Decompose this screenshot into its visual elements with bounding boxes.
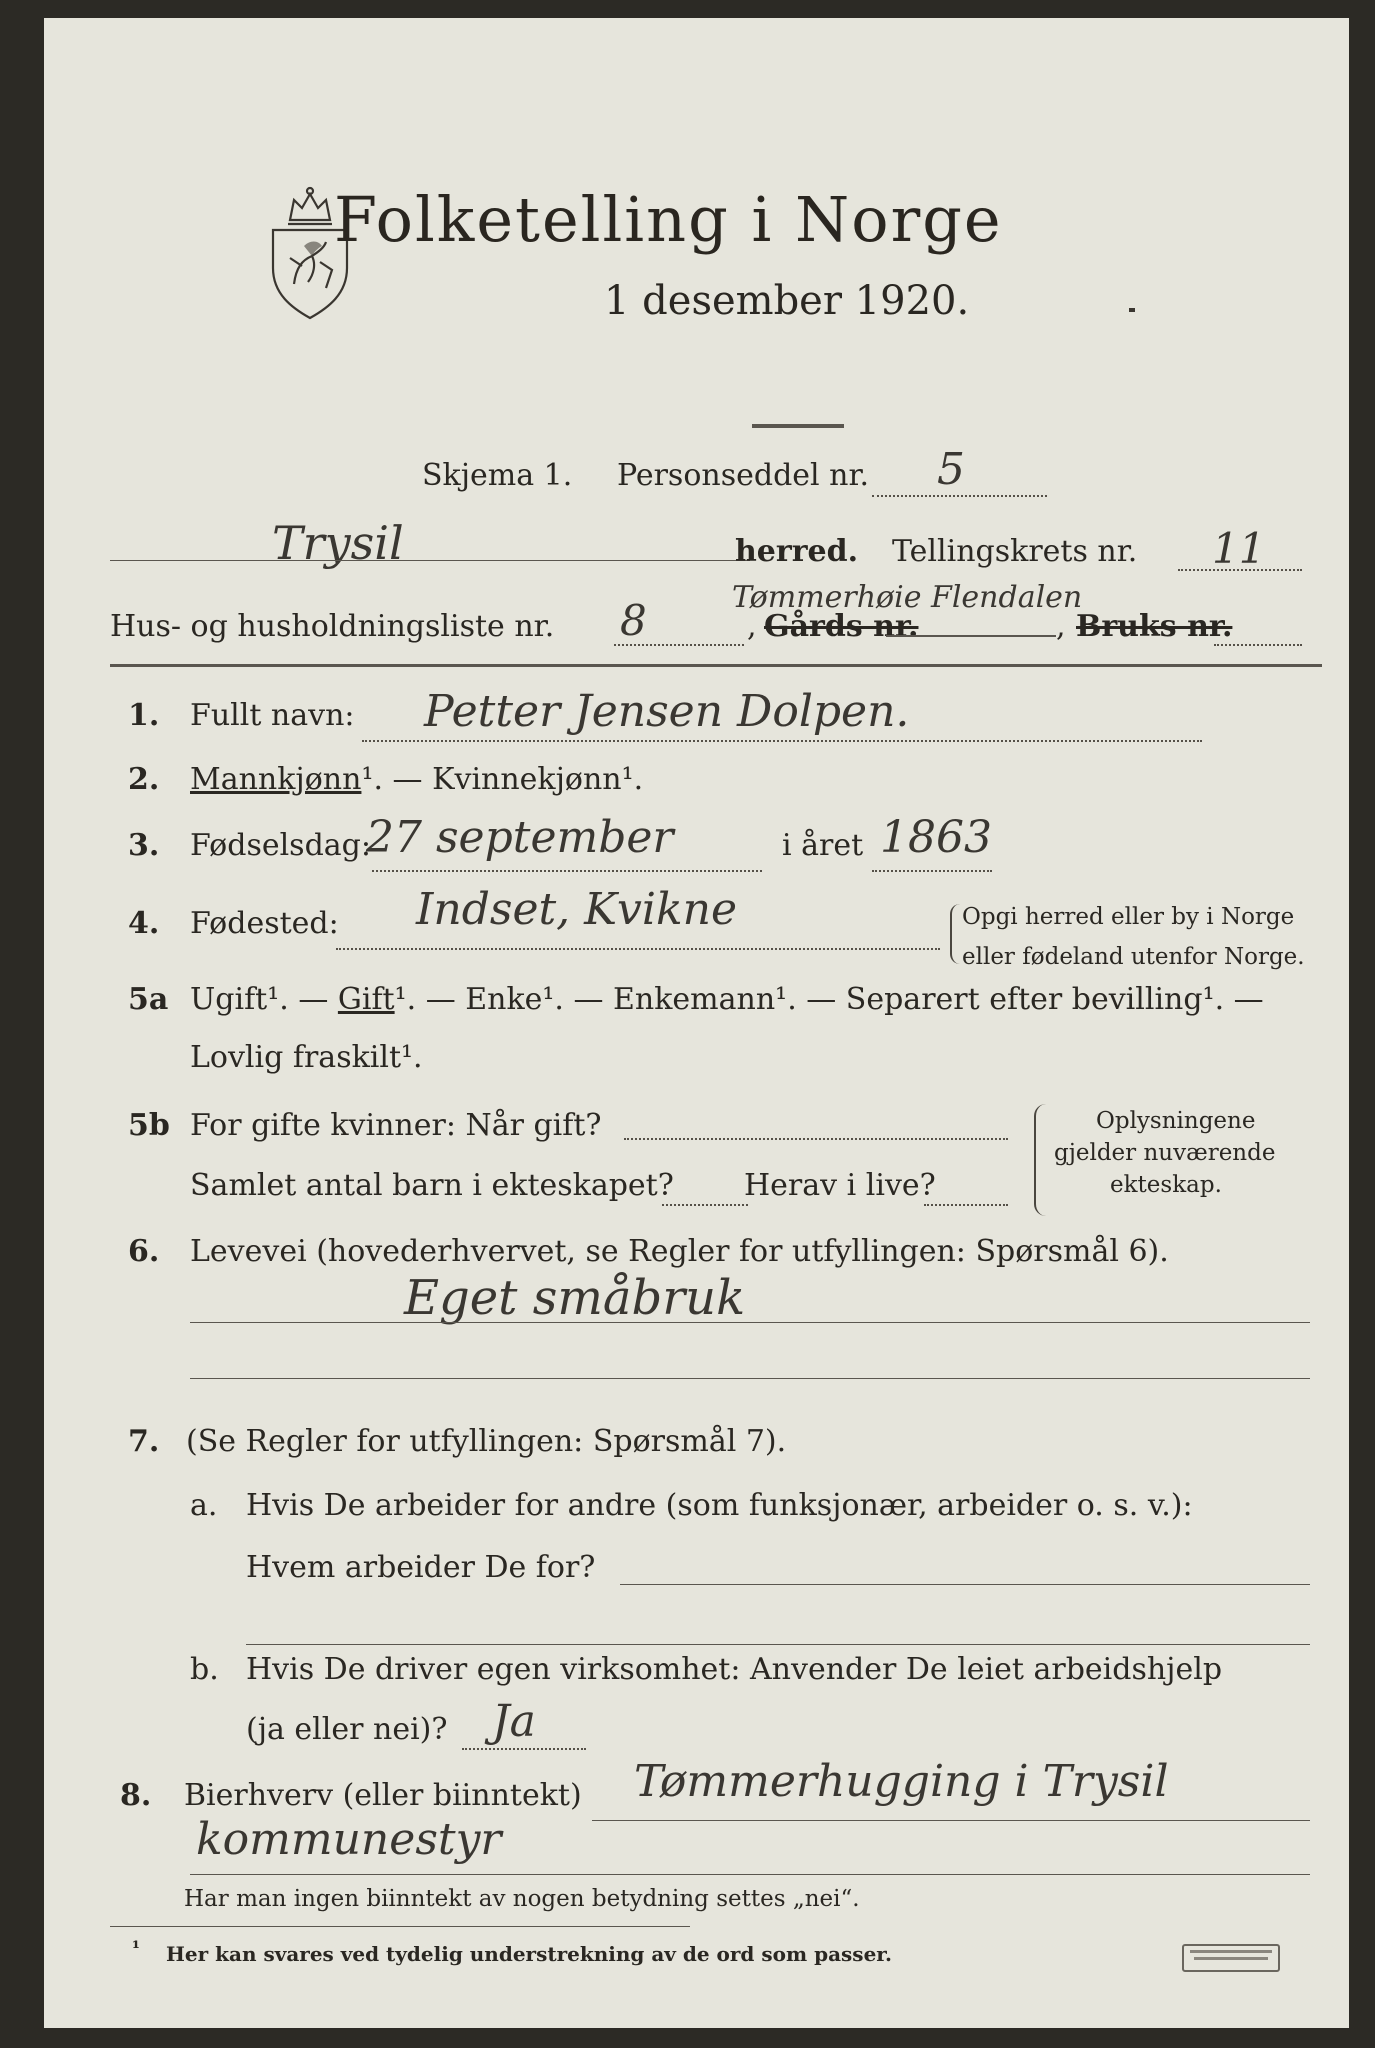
q7b-label2: (ja eller nei)? (246, 1712, 448, 1747)
q4-note-2: eller fødeland utenfor Norge. (962, 944, 1305, 970)
q2-number: 2. (128, 762, 160, 797)
census-date: 1 desember 1920. (604, 278, 970, 324)
q5a-line2: Lovlig fraskilt¹. (190, 1040, 423, 1075)
census-form (44, 18, 1349, 2028)
q3-value: 27 september (366, 812, 674, 863)
q3-year-line (872, 870, 992, 872)
q2-separator: ¹. — (361, 762, 433, 797)
q7b-letter: b. (190, 1652, 219, 1687)
q5b-note-2: gjelder nuværende (1054, 1140, 1276, 1166)
hus-line (614, 644, 744, 646)
q4-note-brace (950, 904, 960, 964)
q8-label: Bierhverv (eller biinntekt) (184, 1778, 582, 1813)
q5a-gift: Gift (337, 982, 395, 1017)
q7a-label: Hvis De arbeider for andre (som funksjonær, arbeider o. s. v.): (246, 1488, 1193, 1523)
tellingskrets-value: 11 (1212, 524, 1266, 573)
form-title: Folketelling i Norge (334, 183, 1003, 256)
printer-stamp (1182, 1944, 1280, 1972)
q7b-label: Hvis De driver egen virksomhet: Anvender De leiet arbeidshjelp (246, 1652, 1223, 1687)
q7-number: 7. (128, 1424, 160, 1459)
q4-label: Fødested: (190, 906, 339, 941)
q1-line (362, 740, 1202, 742)
q6-label: Levevei (hovederhvervet, se Regler for utfyllingen: Spørsmål 6). (190, 1234, 1169, 1269)
q3-line (372, 870, 762, 872)
comma-1: , (747, 609, 757, 644)
q2-female: Kvinnekjønn¹. (432, 762, 644, 797)
bruks-label: Bruks nr. (1076, 609, 1233, 644)
hus-label: Hus- og husholdningsliste nr. (110, 609, 555, 644)
q7a-letter: a. (190, 1488, 218, 1523)
footnote-mark: ¹ (132, 1938, 140, 1959)
q3-year-label: i året (782, 828, 864, 863)
q3-number: 3. (128, 828, 160, 863)
q6-value: Eget småbruk (404, 1270, 746, 1326)
gards-strike-line (886, 635, 1056, 637)
title-divider (752, 424, 844, 428)
q5a-rest: ¹. — Enke¹. — Enkemann¹. — Separert efter bevilling¹. — (394, 982, 1264, 1017)
q5b-note-3: ekteskap. (1110, 1172, 1222, 1198)
q1-number: 1. (128, 698, 160, 733)
q4-number: 4. (128, 906, 160, 941)
herred-label: herred. (735, 534, 859, 569)
q6-line-1 (190, 1322, 1310, 1323)
q7a-label2: Hvem arbeider De for? (246, 1550, 596, 1585)
q5b-alive: Herav i live? (744, 1168, 936, 1203)
q7a-line-2 (246, 1644, 1310, 1645)
hus-value: 8 (620, 596, 647, 645)
personseddel-label: Personseddel nr. (617, 458, 870, 493)
q5a-ugift: Ugift¹. — (190, 982, 338, 1017)
q5b-children-line (662, 1204, 748, 1206)
q1-value: Petter Jensen Dolpen. (424, 686, 910, 737)
q5b-note-1: Oplysningene (1096, 1108, 1256, 1134)
comma-2: , (1056, 609, 1066, 644)
q4-line (336, 948, 940, 950)
personseddel-line (872, 495, 1047, 497)
bruks-line (1214, 644, 1302, 646)
q6-number: 6. (128, 1234, 160, 1269)
q3-label: Fødselsdag: (190, 828, 371, 863)
q8-number: 8. (120, 1778, 152, 1813)
q5b-married-line (624, 1138, 1008, 1140)
q4-note-1: Opgi herred eller by i Norge (962, 904, 1295, 930)
q5b-children: Samlet antal barn i ekteskapet? (190, 1168, 674, 1203)
q5a-options (190, 982, 1264, 1017)
section-divider (110, 664, 1322, 667)
gards-value: Tømmerhøie Flendalen (732, 580, 1083, 615)
q8-value-2: kommunestyr (196, 1814, 502, 1865)
schema-label: Skjema 1. (422, 458, 573, 493)
herred-line (110, 560, 750, 561)
q5b-number: 5b (128, 1108, 170, 1143)
q6-line-2 (190, 1378, 1310, 1379)
q8-line-1 (592, 1820, 1310, 1821)
personseddel-value: 5 (937, 444, 965, 495)
q5b-note-brace (1034, 1104, 1046, 1216)
q5b-label: For gifte kvinner: Når gift? (190, 1108, 602, 1143)
q4-value: Indset, Kvikne (416, 884, 737, 935)
q8-line-2 (190, 1874, 1310, 1875)
herred-value: Trysil (272, 516, 404, 570)
footnote-divider (110, 1926, 690, 1927)
footnote-text: Her kan svares ved tydelig understrekning av de ord som passer. (166, 1942, 892, 1966)
q5b-alive-line (924, 1204, 1008, 1206)
q3-year-value: 1863 (880, 812, 992, 863)
ink-dot (1129, 308, 1135, 312)
q8-value-1: Tømmerhugging i Trysil (634, 1756, 1169, 1807)
q7-label: (Se Regler for utfyllingen: Spørsmål 7). (186, 1424, 787, 1459)
q7a-line-1 (620, 1584, 1310, 1585)
q5a-number: 5a (128, 982, 169, 1017)
gards-label: Gårds nr. (764, 609, 919, 644)
q2-male: Mannkjønn (190, 762, 362, 797)
tellingskrets-label: Tellingskrets nr. (892, 534, 1138, 569)
q7b-value: Ja (492, 1696, 536, 1747)
q7b-line (462, 1748, 586, 1750)
q1-label: Fullt navn: (190, 698, 355, 733)
q2-line (190, 762, 643, 797)
q8-note: Har man ingen biinntekt av nogen betydning settes „nei“. (184, 1886, 860, 1912)
